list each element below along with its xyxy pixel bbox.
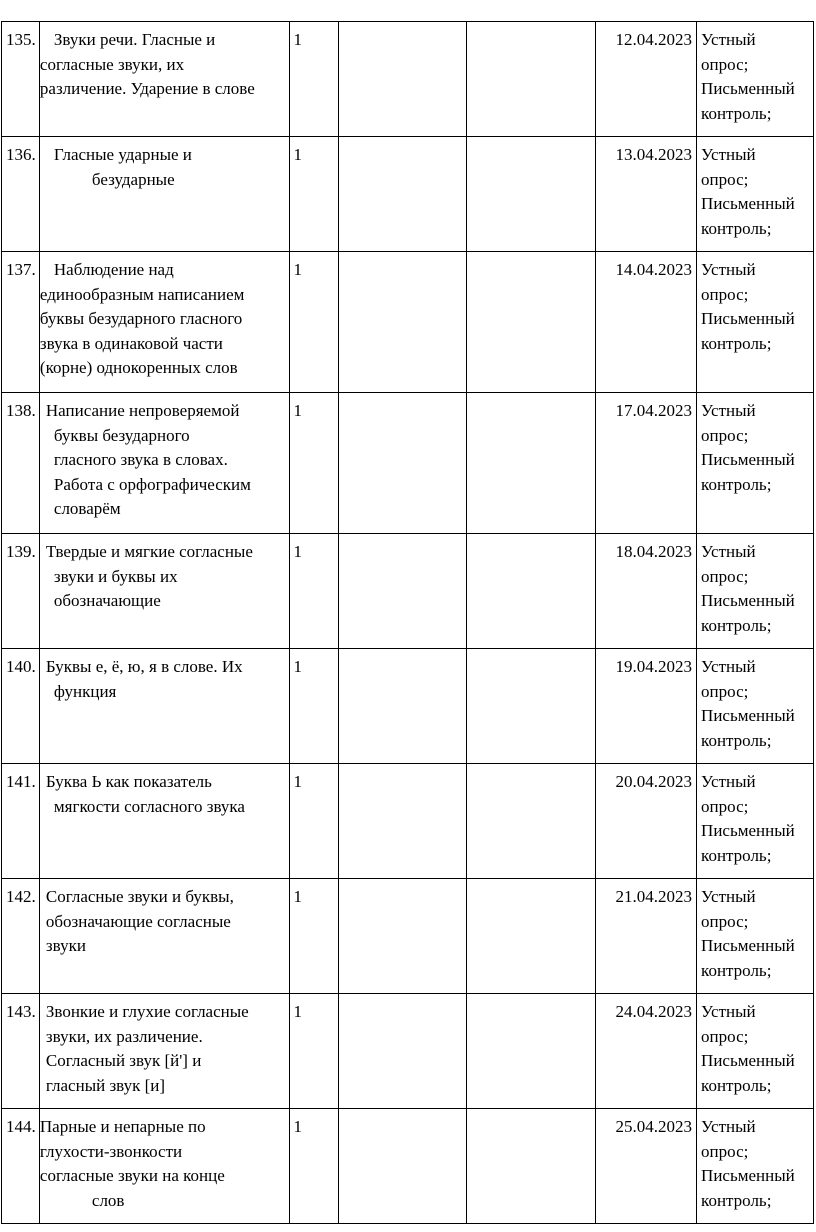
topic-line: Написание непроверяемой [45, 401, 240, 420]
lesson-topic [39, 1109, 289, 1224]
table-row [2, 764, 814, 879]
form-line: Письменный [701, 450, 795, 469]
empty-cell [338, 649, 466, 764]
form-line: Устный [701, 401, 756, 420]
control-form [697, 1109, 814, 1224]
form-line: контроль; [701, 1190, 772, 1210]
form-line: опрос; [701, 169, 749, 189]
form-line: опрос; [701, 796, 749, 816]
topic-line: словарём [53, 499, 121, 518]
empty-cell [467, 137, 595, 252]
lesson-topic [39, 649, 289, 764]
table-row [2, 252, 814, 393]
form-line: контроль; [701, 730, 772, 750]
topic-line: глухости-звонкости [39, 1141, 183, 1161]
form-line: Письменный [701, 936, 795, 955]
lesson-topic [39, 137, 289, 252]
topic-line: звуки, их различение. [45, 1026, 203, 1046]
control-form [697, 137, 814, 252]
control-form [697, 764, 814, 879]
control-form [697, 879, 814, 994]
lesson-hours: 1 [289, 534, 338, 649]
empty-cell [338, 879, 466, 994]
topic-line: функция [53, 681, 117, 701]
lesson-date: 19.04.2023 [595, 649, 696, 764]
form-line: опрос; [701, 911, 749, 931]
topic-line: буквы безударного гласного [39, 309, 243, 328]
topic-line: Буквы е, ё, ю, я в слове. Их [45, 657, 243, 676]
lesson-topic [39, 994, 289, 1109]
topic-line: Звонкие и глухие согласные [45, 1002, 249, 1021]
topic-line: слов [91, 1190, 125, 1210]
lesson-hours: 1 [289, 252, 338, 393]
lesson-hours: 1 [289, 879, 338, 994]
empty-cell [338, 393, 466, 534]
table-row [2, 649, 814, 764]
empty-cell [467, 393, 595, 534]
lesson-number: 143. [2, 994, 40, 1109]
table-row [2, 393, 814, 534]
empty-cell [338, 1109, 466, 1224]
lesson-plan-table [1, 21, 814, 1224]
lesson-date: 18.04.2023 [595, 534, 696, 649]
form-line: опрос; [701, 681, 749, 701]
topic-line: Буква Ь как показатель [45, 772, 212, 791]
topic-line: буквы безударного [53, 425, 190, 445]
lesson-date: 14.04.2023 [595, 252, 696, 393]
form-line: контроль; [701, 218, 772, 238]
lesson-topic [39, 879, 289, 994]
topic-line: звуки [45, 936, 86, 955]
table-row [2, 22, 814, 137]
control-form [697, 649, 814, 764]
form-line: контроль; [701, 333, 772, 353]
topic-line: Звуки речи. Гласные и [53, 30, 216, 49]
form-line: Устный [701, 1117, 756, 1136]
topic-line: согласные звуки, их [39, 54, 185, 74]
lesson-topic [39, 252, 289, 393]
form-line: опрос; [701, 1141, 749, 1161]
lesson-date: 24.04.2023 [595, 994, 696, 1109]
empty-cell [338, 764, 466, 879]
topic-line: Согласные звуки и буквы, [45, 887, 234, 906]
form-line: Устный [701, 887, 756, 906]
form-line: Устный [701, 1002, 756, 1021]
lesson-date: 13.04.2023 [595, 137, 696, 252]
form-line: Устный [701, 30, 756, 49]
empty-cell [467, 764, 595, 879]
lesson-number: 137. [2, 252, 40, 393]
topic-line: Согласный звук [й'] и [45, 1051, 202, 1070]
topic-line: (корне) однокоренных слов [39, 358, 238, 377]
lesson-number: 136. [2, 137, 40, 252]
topic-line: согласные звуки на конце [39, 1166, 225, 1185]
lesson-topic [39, 393, 289, 534]
table-row [2, 994, 814, 1109]
empty-cell [338, 534, 466, 649]
topic-line: Твердые и мягкие согласные [45, 542, 253, 561]
empty-cell [467, 1109, 595, 1224]
form-line: Письменный [701, 821, 795, 840]
empty-cell [338, 22, 466, 137]
form-line: Письменный [701, 1051, 795, 1070]
form-line: Устный [701, 657, 756, 676]
topic-line: Гласные ударные и [53, 145, 192, 164]
lesson-number: 139. [2, 534, 40, 649]
lesson-date: 25.04.2023 [595, 1109, 696, 1224]
control-form [697, 252, 814, 393]
control-form [697, 994, 814, 1109]
topic-line: звуки и буквы их [53, 566, 178, 586]
form-line: контроль; [701, 615, 772, 635]
topic-line: гласного звука в словах. [53, 450, 228, 469]
topic-line: безударные [91, 169, 175, 189]
lesson-topic [39, 534, 289, 649]
lesson-topic [39, 22, 289, 137]
lesson-number: 144. [2, 1109, 40, 1224]
table-row [2, 1109, 814, 1224]
table-row [2, 534, 814, 649]
lesson-hours: 1 [289, 994, 338, 1109]
form-line: контроль; [701, 1075, 772, 1095]
empty-cell [467, 649, 595, 764]
topic-line: Парные и непарные по [39, 1117, 206, 1136]
topic-line: Работа с орфографическим [53, 474, 251, 494]
empty-cell [467, 534, 595, 649]
form-line: Устный [701, 772, 756, 791]
empty-cell [467, 879, 595, 994]
empty-cell [467, 994, 595, 1109]
topic-line: звука в одинаковой части [39, 333, 223, 353]
topic-line: гласный звук [и] [45, 1075, 166, 1095]
form-line: контроль; [701, 960, 772, 980]
form-line: опрос; [701, 54, 749, 74]
lesson-hours: 1 [289, 649, 338, 764]
topic-line: единообразным написанием [39, 284, 245, 304]
lesson-date: 17.04.2023 [595, 393, 696, 534]
form-line: Письменный [701, 591, 795, 610]
form-line: Устный [701, 542, 756, 561]
empty-cell [338, 252, 466, 393]
lesson-number: 141. [2, 764, 40, 879]
lesson-number: 135. [2, 22, 40, 137]
table-row [2, 879, 814, 994]
lesson-date: 21.04.2023 [595, 879, 696, 994]
empty-cell [467, 22, 595, 137]
empty-cell [338, 994, 466, 1109]
lesson-date: 20.04.2023 [595, 764, 696, 879]
control-form [697, 22, 814, 137]
lesson-date: 12.04.2023 [595, 22, 696, 137]
table-row [2, 137, 814, 252]
form-line: контроль; [701, 103, 772, 123]
lesson-number: 138. [2, 393, 40, 534]
form-line: Устный [701, 260, 756, 279]
form-line: Письменный [701, 79, 795, 98]
lesson-hours: 1 [289, 393, 338, 534]
form-line: Письменный [701, 194, 795, 213]
form-line: опрос; [701, 284, 749, 304]
control-form [697, 534, 814, 649]
lesson-number: 142. [2, 879, 40, 994]
form-line: Письменный [701, 1166, 795, 1185]
topic-line: мягкости согласного звука [53, 796, 245, 816]
form-line: опрос; [701, 566, 749, 586]
form-line: контроль; [701, 474, 772, 494]
lesson-hours: 1 [289, 22, 338, 137]
form-line: опрос; [701, 1026, 749, 1046]
lesson-hours: 1 [289, 137, 338, 252]
lesson-topic [39, 764, 289, 879]
topic-line: Наблюдение над [53, 260, 174, 279]
empty-cell [467, 252, 595, 393]
control-form [697, 393, 814, 534]
topic-line: обозначающие [53, 591, 161, 610]
empty-cell [338, 137, 466, 252]
lesson-hours: 1 [289, 764, 338, 879]
form-line: Письменный [701, 309, 795, 328]
form-line: Письменный [701, 706, 795, 725]
topic-line: различение. Ударение в слове [39, 79, 255, 98]
form-line: контроль; [701, 845, 772, 865]
lesson-hours: 1 [289, 1109, 338, 1224]
form-line: опрос; [701, 425, 749, 445]
lesson-number: 140. [2, 649, 40, 764]
form-line: Устный [701, 145, 756, 164]
topic-line: обозначающие согласные [45, 911, 231, 931]
